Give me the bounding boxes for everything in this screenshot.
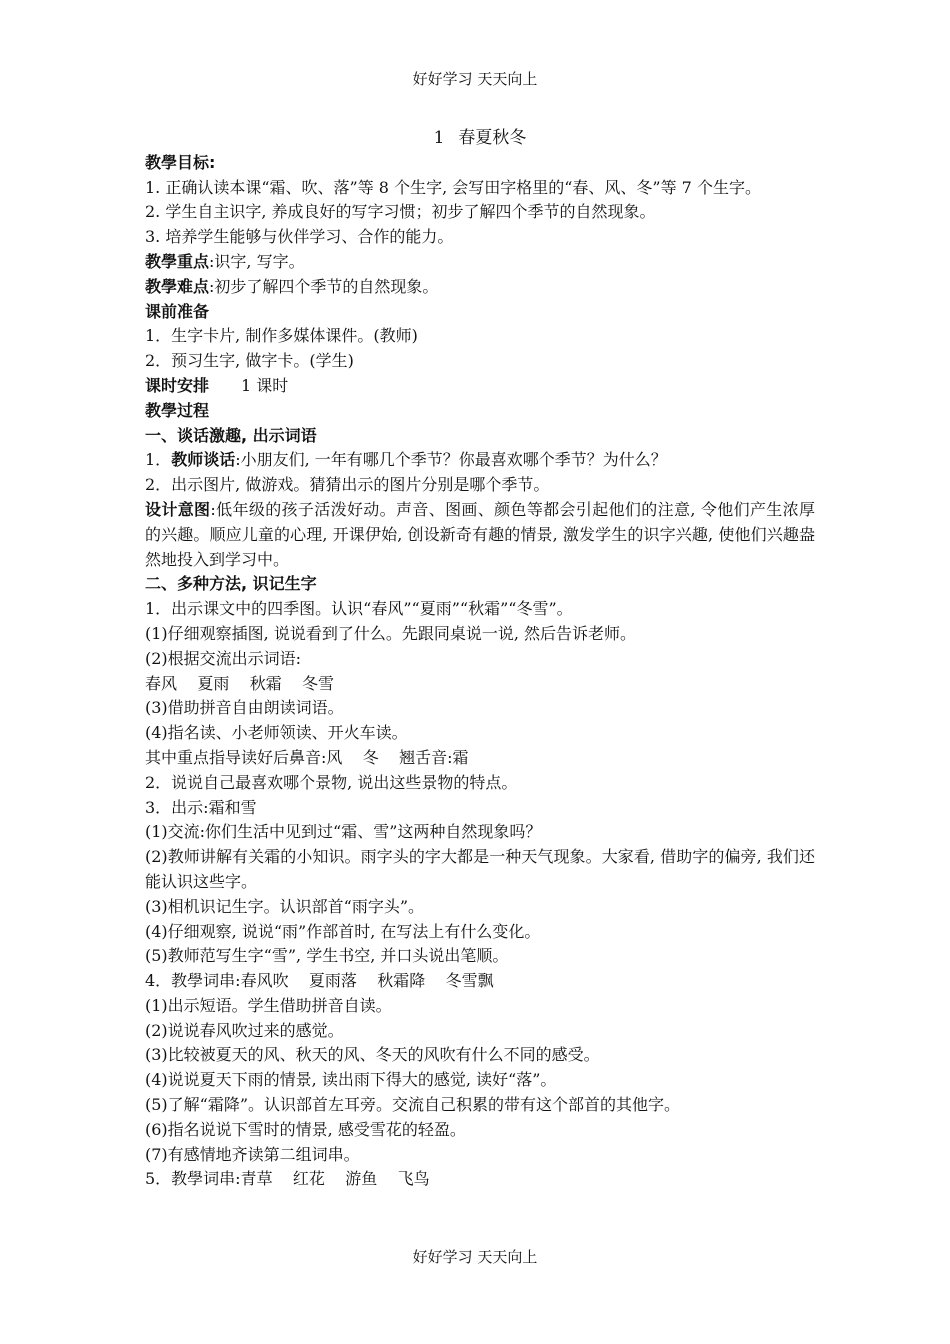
schedule-label: 课时安排 (145, 375, 210, 395)
section2-line: (2)教师讲解有关霜的小知识。雨字头的字大都是一种天气现象。大家看, 借助字的偏旁, 我们还能认识这些字。 (145, 847, 815, 891)
section2-line: (5)教师范写生字“雪”, 学生书空, 并口头说出笔顺。 (145, 946, 509, 966)
page-header: 好好学习 天天向上 (412, 70, 538, 88)
goal-item: 1. 正确认读本课“霜、吹、落”等 8 个生字, 会写田字格里的“春、风、冬”等 7 个生字。 (145, 177, 761, 197)
lesson-title-text: 春夏秋冬 (458, 128, 527, 148)
schedule-value: 1 课时 (241, 375, 289, 395)
section2-line: (3)相机识记生字。认识部首“雨字头”。 (145, 896, 425, 916)
difficulty-label: 教學难点 (145, 276, 210, 296)
section2-line: 2．说说自己最喜欢哪个景物, 说出这些景物的特点。 (145, 772, 518, 792)
difficulty-line (145, 275, 815, 300)
design-intent-text: :低年级的孩子活泼好动。声音、图画、颜色等都会引起他们的注意, 令他们产生浓厚的兴趣。顺应儿童的心理, 开课伊始, 创设新奇有趣的情景, 激发学生的识字兴趣, 使他们兴趣盎然地投入到学习中。 (145, 499, 815, 569)
goal-item: 2. 学生自主识字, 养成良好的写字习惯；初步了解四个季节的自然现象。 (145, 202, 656, 222)
lesson-plan (145, 126, 815, 1192)
section2-line: (1)出示短语。学生借助拼音自读。 (145, 995, 392, 1015)
prep-item: 1．生字卡片, 制作多媒体课件。(教师) (145, 326, 418, 346)
section2-line: 其中重点指导读好后鼻音:风 冬 翘舌音:霜 (145, 747, 469, 767)
page-footer: 好好学习 天天向上 (412, 1248, 538, 1266)
section2-line: (3)比较被夏天的风、秋天的风、冬天的风吹有什么不同的感受。 (145, 1045, 600, 1065)
section2-line: 3．出示:霜和雪 (145, 797, 257, 817)
lesson-number: 1 (433, 128, 445, 148)
section2-line: 春风 夏雨 秋霜 冬雪 (145, 673, 335, 693)
section2-heading: 二、多种方法, 识记生字 (145, 574, 317, 594)
goals-heading: 教學目标: (145, 152, 216, 172)
section2-line: 1．出示课文中的四季图。认识“春风”“夏雨”“秋霜”“冬雪”。 (145, 599, 573, 619)
section1-item: 2．出示图片, 做游戏。猜猜出示的图片分别是哪个季节。 (145, 475, 550, 495)
section2-line: (4)说说夏天下雨的情景, 读出雨下得大的感觉, 读好“落”。 (145, 1070, 557, 1090)
section1-item (145, 448, 815, 473)
focus-label: 教學重点 (145, 251, 210, 271)
section2-line: (4)指名读、小老师领读、开火车读。 (145, 723, 408, 743)
teacher-talk-text: :小朋友们, 一年有哪几个季节？你最喜欢哪个季节？为什么？ (235, 450, 667, 470)
focus-text: :识字, 写字。 (209, 251, 305, 271)
item-number: 1． (145, 450, 172, 470)
section2-line: (2)根据交流出示词语: (145, 648, 302, 668)
focus-line (145, 250, 815, 275)
teacher-talk-label: 教师谈话 (171, 450, 236, 470)
section2-line: (1)交流:你们生活中见到过“霜、雪”这两种自然现象吗？ (145, 822, 542, 842)
design-intent (145, 498, 815, 572)
schedule-line (145, 374, 815, 399)
section2-line: 5．教學词串:青草 红花 游鱼 飞鸟 (145, 1169, 430, 1189)
section2-line: (7)有感情地齐读第二组词串。 (145, 1144, 360, 1164)
section2-line: (5)了解“霜降”。认识部首左耳旁。交流自己积累的带有这个部首的其他字。 (145, 1095, 681, 1115)
section2-line: (2)说说春风吹过来的感觉。 (145, 1020, 344, 1040)
section2-line: (3)借助拼音自由朗读词语。 (145, 698, 344, 718)
section1-heading: 一、谈话激趣, 出示词语 (145, 425, 317, 445)
prep-heading: 课前准备 (145, 301, 210, 321)
section2-line: (4)仔细观察, 说说“雨”作部首时, 在写法上有什么变化。 (145, 921, 541, 941)
process-heading: 教學过程 (145, 400, 210, 420)
section2-line: (6)指名说说下雪时的情景, 感受雪花的轻盈。 (145, 1119, 466, 1139)
section2-line: (1)仔细观察插图, 说说看到了什么。先跟同桌说一说, 然后告诉老师。 (145, 623, 637, 643)
goal-item: 3. 培养学生能够与伙伴学习、合作的能力。 (145, 227, 454, 247)
prep-item: 2．预习生字, 做字卡。(学生) (145, 351, 354, 371)
section2-line: 4．教學词串:春风吹 夏雨落 秋霜降 冬雪飘 (145, 971, 494, 991)
difficulty-text: :初步了解四个季节的自然现象。 (209, 276, 439, 296)
lesson-title (145, 126, 815, 151)
design-intent-label: 设计意图 (145, 499, 211, 519)
